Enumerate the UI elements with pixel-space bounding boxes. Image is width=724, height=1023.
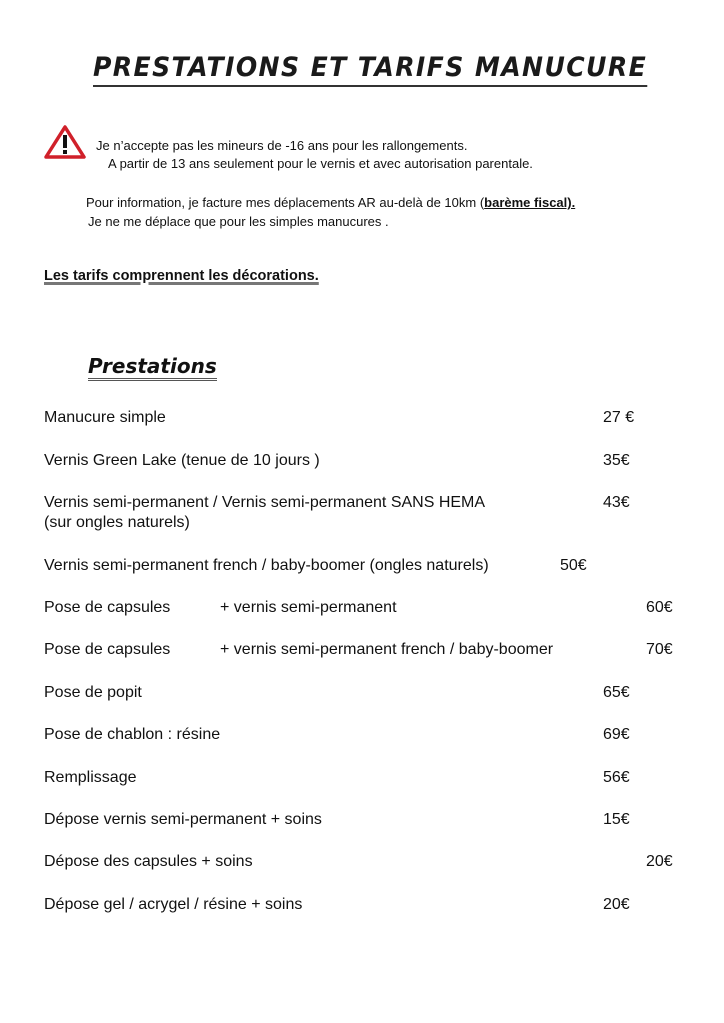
info-line-2: Je ne me déplace que pour les simples manucures . (88, 214, 389, 229)
service-name: Dépose gel / acrygel / résine + soins (44, 896, 303, 913)
service-name: Vernis Green Lake (tenue de 10 jours ) (44, 452, 320, 469)
service-price: 27 € (603, 409, 635, 426)
service-name: Pose de capsules (44, 599, 171, 616)
service-price: 20€ (603, 896, 630, 913)
service-price: 65€ (603, 684, 630, 701)
service-price: 43€ (603, 494, 630, 511)
page-title: PRESTATIONS ET TARIFS MANUCURE (93, 52, 647, 87)
service-name: Manucure simple (44, 409, 166, 426)
service-name-line-2: (sur ongles naturels) (44, 514, 190, 531)
warning-line-2: A partir de 13 ans seulement pour le vernis et avec autorisation parentale. (108, 156, 533, 171)
service-detail: + vernis semi-permanent (220, 599, 397, 616)
warning-line-1: Je n’accepte pas les mineurs de -16 ans pour les rallongements. (96, 138, 468, 153)
service-name: Pose de popit (44, 684, 142, 701)
service-price: 35€ (603, 452, 630, 469)
service-name: Remplissage (44, 769, 137, 786)
bareme-fiscal-link: barème fiscal). (484, 195, 576, 210)
service-name: Dépose vernis semi-permanent + soins (44, 811, 322, 828)
service-price: 56€ (603, 769, 630, 786)
service-name: Pose de chablon : résine (44, 726, 221, 743)
info-text: Pour information, je facture mes déplacements AR au-delà de 10km ( (86, 195, 485, 210)
service-price: 70€ (646, 641, 673, 658)
info-line-1 (86, 195, 575, 210)
tarifs-note: Les tarifs comprennent les décorations. (44, 268, 319, 284)
warning-triangle-icon (44, 125, 86, 159)
service-price: 15€ (603, 811, 630, 828)
service-price: 50€ (560, 557, 587, 574)
service-price: 69€ (603, 726, 630, 743)
service-price: 60€ (646, 599, 673, 616)
service-name: Pose de capsules (44, 641, 171, 658)
service-name: Dépose des capsules + soins (44, 853, 253, 870)
section-title-prestations: Prestations (88, 354, 217, 381)
service-price: 20€ (646, 853, 673, 870)
service-detail: + vernis semi-permanent french / baby-boomer (220, 641, 554, 658)
service-name: Vernis semi-permanent / Vernis semi-permanent SANS HEMA (44, 494, 486, 511)
service-name: Vernis semi-permanent french / baby-boomer (ongles naturels) (44, 557, 489, 574)
